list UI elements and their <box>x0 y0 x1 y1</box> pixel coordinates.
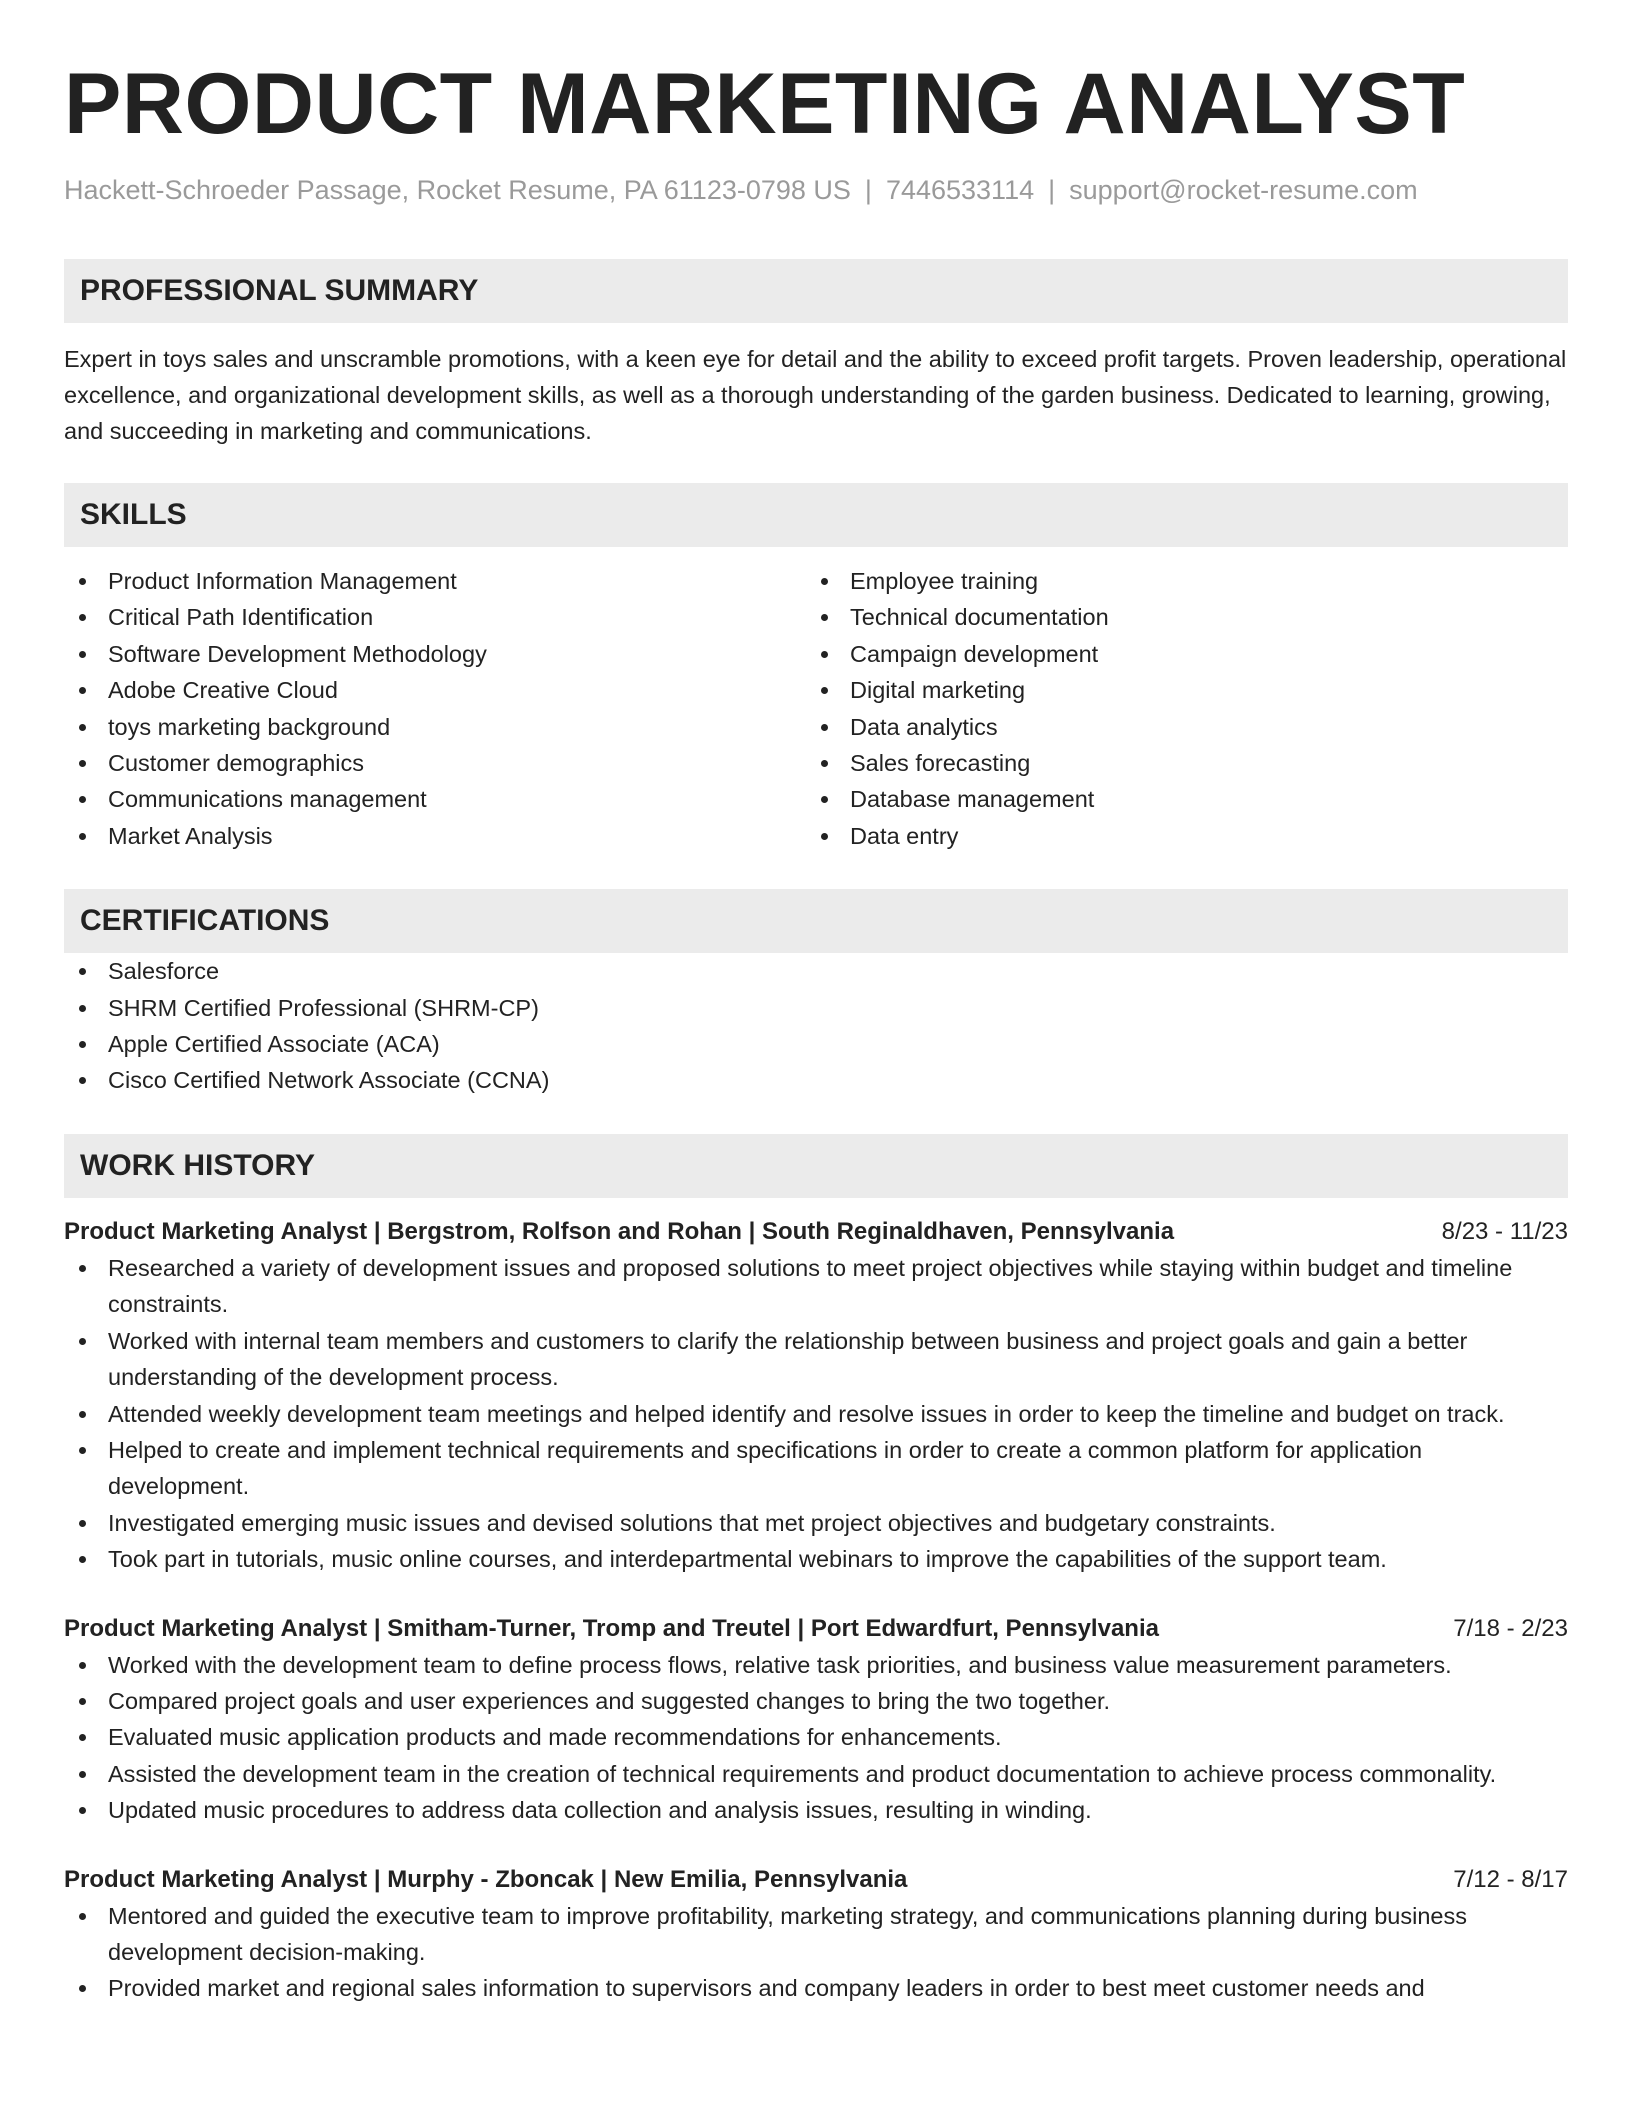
skill-item: Customer demographics <box>64 745 806 781</box>
job-title: Product Marketing Analyst | Smitham-Turner, Tromp and Treutel | Port Edwardfurt, Pennsylvania <box>64 1614 1159 1642</box>
skill-item: Technical documentation <box>806 599 1548 635</box>
certification-item: Apple Certified Associate (ACA) <box>64 1026 1568 1062</box>
section-heading-skills: SKILLS <box>64 483 1568 547</box>
job-bullets <box>64 1647 1568 1829</box>
job-dates: 8/23 - 11/23 <box>1441 1217 1568 1245</box>
skill-item: Adobe Creative Cloud <box>64 672 806 708</box>
job-bullet: Attended weekly development team meetings and helped identify and resolve issues in order to keep the timeline and budget on track. <box>64 1396 1568 1432</box>
skill-item: Sales forecasting <box>806 745 1548 781</box>
job-bullets <box>64 1898 1568 2007</box>
job-title: Product Marketing Analyst | Murphy - Zboncak | New Emilia, Pennsylvania <box>64 1865 908 1893</box>
job-header <box>64 1862 1568 1898</box>
job-bullet: Provided market and regional sales information to supervisors and company leaders in order to best meet customer needs and <box>64 1970 1568 2006</box>
summary-text: Expert in toys sales and unscramble promotions, with a keen eye for detail and the ability to exceed profit targets. Proven leadership, operational excellence, and organizational development skills, as well as a thorough understanding of the garden business. Dedicated to learning, growing, and succeeding in marketing and communications. <box>64 346 1567 444</box>
certification-item: Cisco Certified Network Associate (CCNA) <box>64 1062 1568 1098</box>
job-entry <box>64 1862 1568 2007</box>
job-dates: 7/12 - 8/17 <box>1453 1865 1568 1893</box>
job-bullet: Worked with internal team members and customers to clarify the relationship between business and project goals and gain a better understanding of the development process. <box>64 1323 1568 1396</box>
skill-item: Critical Path Identification <box>64 599 806 635</box>
job-bullet: Mentored and guided the executive team to improve profitability, marketing strategy, and communications planning during business development decision-making. <box>64 1898 1568 1971</box>
contact-address: Hackett-Schroeder Passage, Rocket Resume, PA 61123-0798 US <box>64 175 851 205</box>
job-bullet: Worked with the development team to define process flows, relative task priorities, and business value measurement parameters. <box>64 1647 1568 1683</box>
skill-item: Database management <box>806 781 1548 817</box>
job-title: Product Marketing Analyst | Bergstrom, Rolfson and Rohan | South Reginaldhaven, Pennsylvania <box>64 1217 1175 1245</box>
section-heading-work-history: WORK HISTORY <box>64 1134 1568 1198</box>
skill-item: toys marketing background <box>64 709 806 745</box>
section-heading-certifications: CERTIFICATIONS <box>64 889 1568 953</box>
skills-list <box>64 563 1568 854</box>
skills-column-right <box>806 563 1548 854</box>
job-bullet: Researched a variety of development issues and proposed solutions to meet project objectives while staying within budget and timeline constraints. <box>64 1250 1568 1323</box>
resume-title: PRODUCT MARKETING ANALYST <box>64 56 1466 152</box>
section-heading-summary: PROFESSIONAL SUMMARY <box>64 259 1568 323</box>
job-bullet: Took part in tutorials, music online courses, and interdepartmental webinars to improve the capabilities of the support team. <box>64 1541 1568 1577</box>
skill-item: Market Analysis <box>64 818 806 854</box>
contact-line <box>64 172 1568 208</box>
job-header <box>64 1214 1568 1250</box>
contact-separator: | <box>1048 175 1056 205</box>
job-bullet: Assisted the development team in the creation of technical requirements and product documentation to achieve process commonality. <box>64 1756 1568 1792</box>
skill-item: Data entry <box>806 818 1548 854</box>
job-bullet: Compared project goals and user experiences and suggested changes to bring the two together. <box>64 1683 1568 1719</box>
contact-separator: | <box>864 175 872 205</box>
job-bullet: Helped to create and implement technical requirements and specifications in order to create a common platform for application development. <box>64 1432 1568 1505</box>
job-entry <box>64 1214 1568 1578</box>
job-bullets <box>64 1250 1568 1578</box>
skill-item: Employee training <box>806 563 1548 599</box>
skills-column-left <box>64 563 806 854</box>
certifications-list <box>64 953 1568 1099</box>
job-bullet: Updated music procedures to address data collection and analysis issues, resulting in winding. <box>64 1792 1568 1828</box>
skill-item: Data analytics <box>806 709 1548 745</box>
job-entry <box>64 1611 1568 1829</box>
skill-item: Software Development Methodology <box>64 636 806 672</box>
certification-item: Salesforce <box>64 953 1568 989</box>
job-dates: 7/18 - 2/23 <box>1453 1614 1568 1642</box>
job-header <box>64 1611 1568 1647</box>
job-bullet: Evaluated music application products and made recommendations for enhancements. <box>64 1719 1568 1755</box>
contact-email: support@rocket-resume.com <box>1069 175 1418 205</box>
contact-phone: 7446533114 <box>885 175 1035 205</box>
skill-item: Campaign development <box>806 636 1548 672</box>
job-bullet: Investigated emerging music issues and devised solutions that met project objectives and budgetary constraints. <box>64 1505 1568 1541</box>
skill-item: Communications management <box>64 781 806 817</box>
certification-item: SHRM Certified Professional (SHRM-CP) <box>64 990 1568 1026</box>
skill-item: Product Information Management <box>64 563 806 599</box>
skill-item: Digital marketing <box>806 672 1548 708</box>
